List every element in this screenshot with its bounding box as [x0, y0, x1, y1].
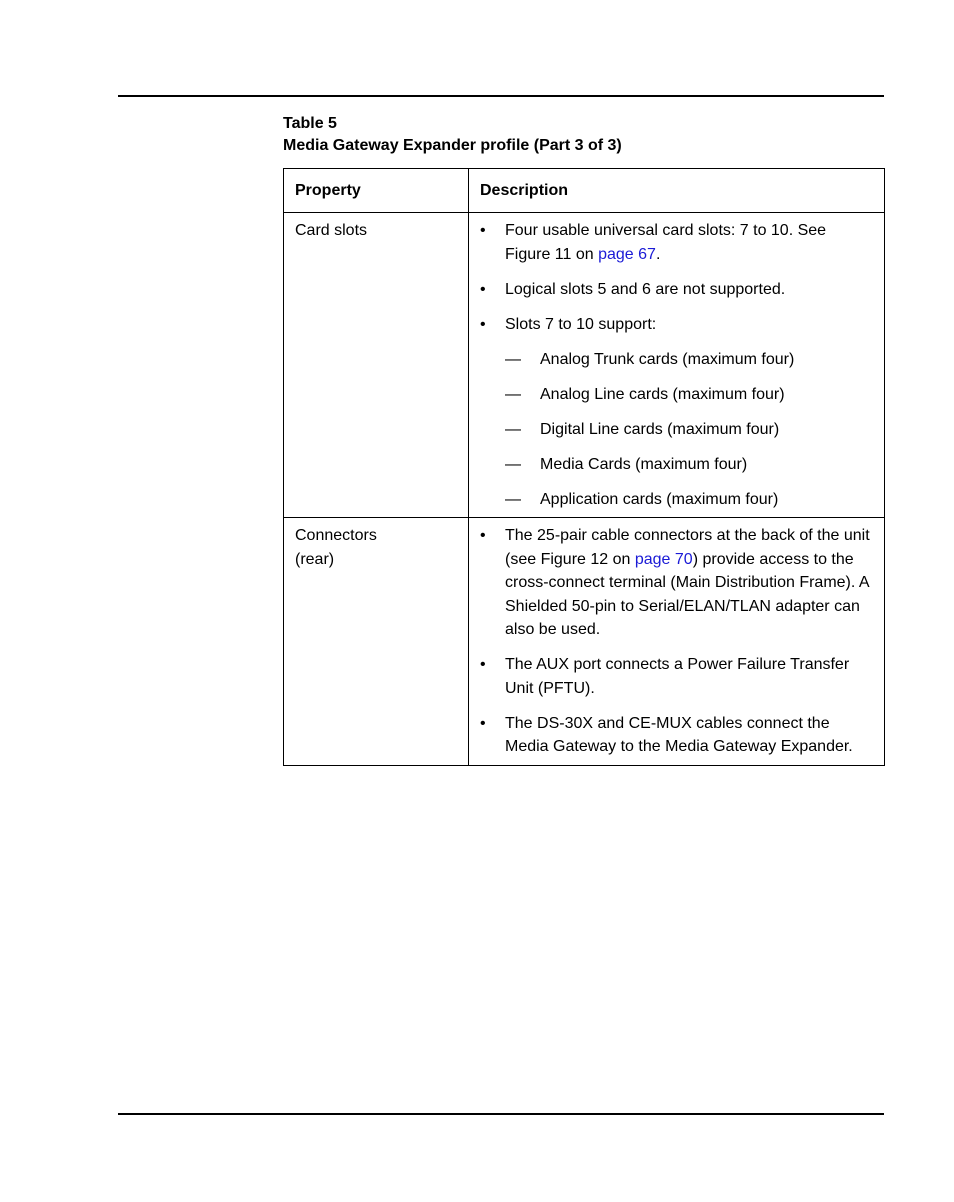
table-row: [284, 213, 885, 518]
header-property: Property: [284, 169, 469, 213]
dash-marker: —: [505, 350, 521, 368]
bullet-text: The 25-pair cable connectors at the back of the unit (see Figure 12 on: [505, 527, 870, 568]
description-cell: [469, 518, 885, 766]
dash-marker: —: [505, 420, 521, 438]
dash-marker: —: [505, 385, 521, 403]
property-connectors-qualifier: (rear): [295, 550, 335, 568]
bullet-marker: •: [480, 714, 486, 732]
bullet-item: [480, 653, 873, 700]
header-description: Description: [469, 169, 885, 213]
bullet-marker: •: [480, 527, 486, 544]
property-cell: [284, 213, 469, 518]
bullet-text: Four usable universal card slots: 7 to 10. See Figure 11 on: [505, 222, 827, 263]
sub-item: [480, 383, 873, 407]
table-caption: [283, 113, 622, 157]
sub-item-text: Application cards (maximum four): [540, 490, 779, 508]
bullet-marker: •: [480, 315, 486, 333]
table-number: Table 5: [283, 115, 337, 132]
dash-marker: —: [505, 455, 521, 473]
bullet-item: [480, 524, 873, 642]
bullet-marker: •: [480, 656, 486, 673]
page-70-link[interactable]: page 70: [634, 550, 693, 568]
bullet-item: [480, 313, 873, 337]
dash-marker: —: [505, 490, 521, 508]
sub-item: [480, 348, 873, 372]
table-header-row: [284, 169, 885, 213]
sub-item: [480, 418, 873, 442]
bullet-text: The DS-30X and CE-MUX cables connect the Media Gateway to the Media Gateway Expander.: [505, 714, 853, 755]
sub-item-text: Analog Line cards (maximum four): [540, 385, 785, 403]
table-row: [284, 518, 885, 766]
bullet-text: Slots 7 to 10 support:: [505, 315, 657, 333]
bullet-marker: •: [480, 222, 486, 239]
sub-item-text: Digital Line cards (maximum four): [540, 420, 780, 438]
bullet-text-end: .: [655, 245, 661, 263]
bullet-text: The AUX port connects a Power Failure Transfer Unit (PFTU).: [505, 656, 850, 697]
bullet-item: [480, 278, 873, 302]
property-cell: [284, 518, 469, 766]
sub-item: [480, 488, 873, 512]
sub-item: [480, 453, 873, 477]
description-cell: [469, 213, 885, 518]
page-67-link[interactable]: page 67: [598, 245, 656, 263]
bullet-item: [480, 219, 873, 266]
sub-item-text: Media Cards (maximum four): [540, 455, 748, 473]
bullet-text: Logical slots 5 and 6 are not supported.: [505, 280, 786, 298]
table-title: Media Gateway Expander profile (Part 3 of 3): [283, 137, 622, 154]
footer-rule: [118, 1113, 884, 1115]
property-card-slots: Card slots: [295, 222, 368, 239]
header-rule: [118, 95, 884, 97]
profile-table: [283, 168, 885, 766]
property-connectors: Connectors: [295, 527, 377, 544]
bullet-marker: •: [480, 280, 486, 298]
bullet-item: [480, 712, 873, 759]
sub-item-text: Analog Trunk cards (maximum four): [540, 350, 795, 368]
bullet-text-end: ) provide access to the cross-connect terminal (Main Distribution Frame). A Shielded 50-pin to Serial/ELAN/TLAN adapter can also be used.: [505, 550, 869, 638]
